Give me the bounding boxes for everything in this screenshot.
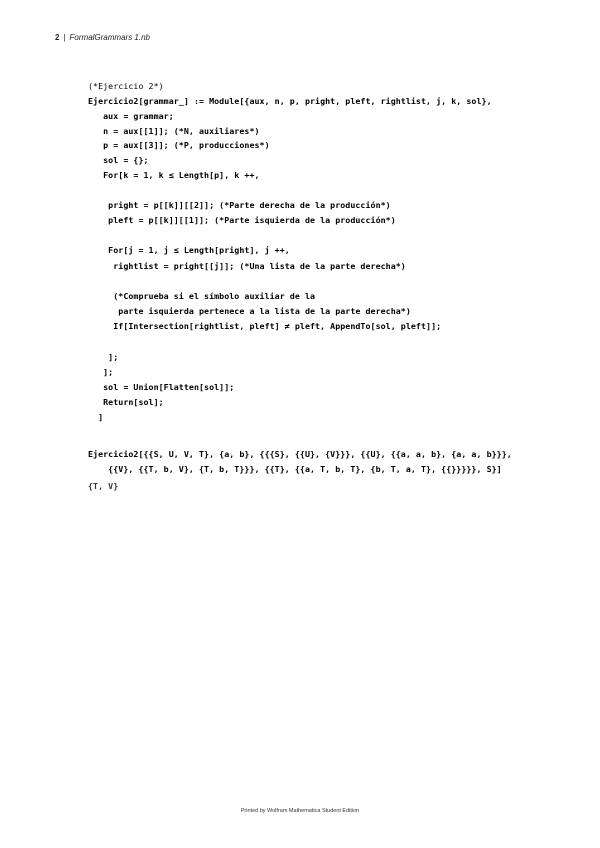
code-line: pleft = p[[k]][[1]]; (*Parte isquierda de la producción*): [88, 215, 396, 225]
code-line: parte isquierda pertenece a la lista de la parte derecha*): [88, 306, 411, 316]
code-line: pright = p[[k]][[2]]; (*Parte derecha de la producción*): [88, 200, 391, 210]
notebook-name: FormalGrammars 1.nb: [69, 33, 150, 42]
code-line: aux = grammar;: [88, 111, 174, 121]
code-line: rightlist = pright[[j]]; (*Una lista de la parte derecha*): [88, 261, 406, 271]
code-line: n = aux[[1]]; (*N, auxiliares*): [88, 126, 260, 136]
code-line: If[Intersection[rightlist, pleft] ≠ pleft, AppendTo[sol, pleft]];: [88, 321, 442, 331]
code-line: ]: [88, 412, 104, 422]
print-footer: Printed by Wolfram Mathematica Student Edition: [240, 808, 360, 814]
output-line: {T, V}: [88, 481, 119, 491]
code-line: (*Comprueba si el símbolo auxiliar de la: [88, 291, 316, 301]
header-separator: |: [63, 33, 66, 42]
code-line: p = aux[[3]]; (*P, producciones*): [88, 140, 270, 150]
page-number: 2: [55, 33, 60, 42]
code-line: Return[sol];: [88, 397, 164, 407]
code-line: For[j = 1, j ≤ Length[pright], j ++,: [88, 245, 290, 255]
code-line: ];: [88, 352, 119, 362]
code-line: (*Ejercicio 2*): [88, 81, 164, 91]
code-line: Ejercicio2[grammar_] := Module[{aux, n, p, pright, pleft, rightlist, j, k, sol},: [88, 96, 492, 106]
code-line: sol = Union[Flatten[sol]];: [88, 382, 235, 392]
code-line: sol = {};: [88, 155, 149, 165]
call-line: {{V}, {{T, b, V}, {T, b, T}}}, {{T}, {{a, T, b, T}, {b, T, a, T}, {{}}}}}, S}]: [88, 464, 502, 474]
code-line: ];: [88, 367, 114, 377]
page-header: [55, 33, 150, 42]
code-line: For[k = 1, k ≤ Length[p], k ++,: [88, 170, 260, 180]
call-line: Ejercicio2[{{S, U, V, T}, {a, b}, {{{S}, {{U}, {V}}}, {{U}, {{a, a, b}, {a, a, b}}},: [88, 449, 512, 459]
